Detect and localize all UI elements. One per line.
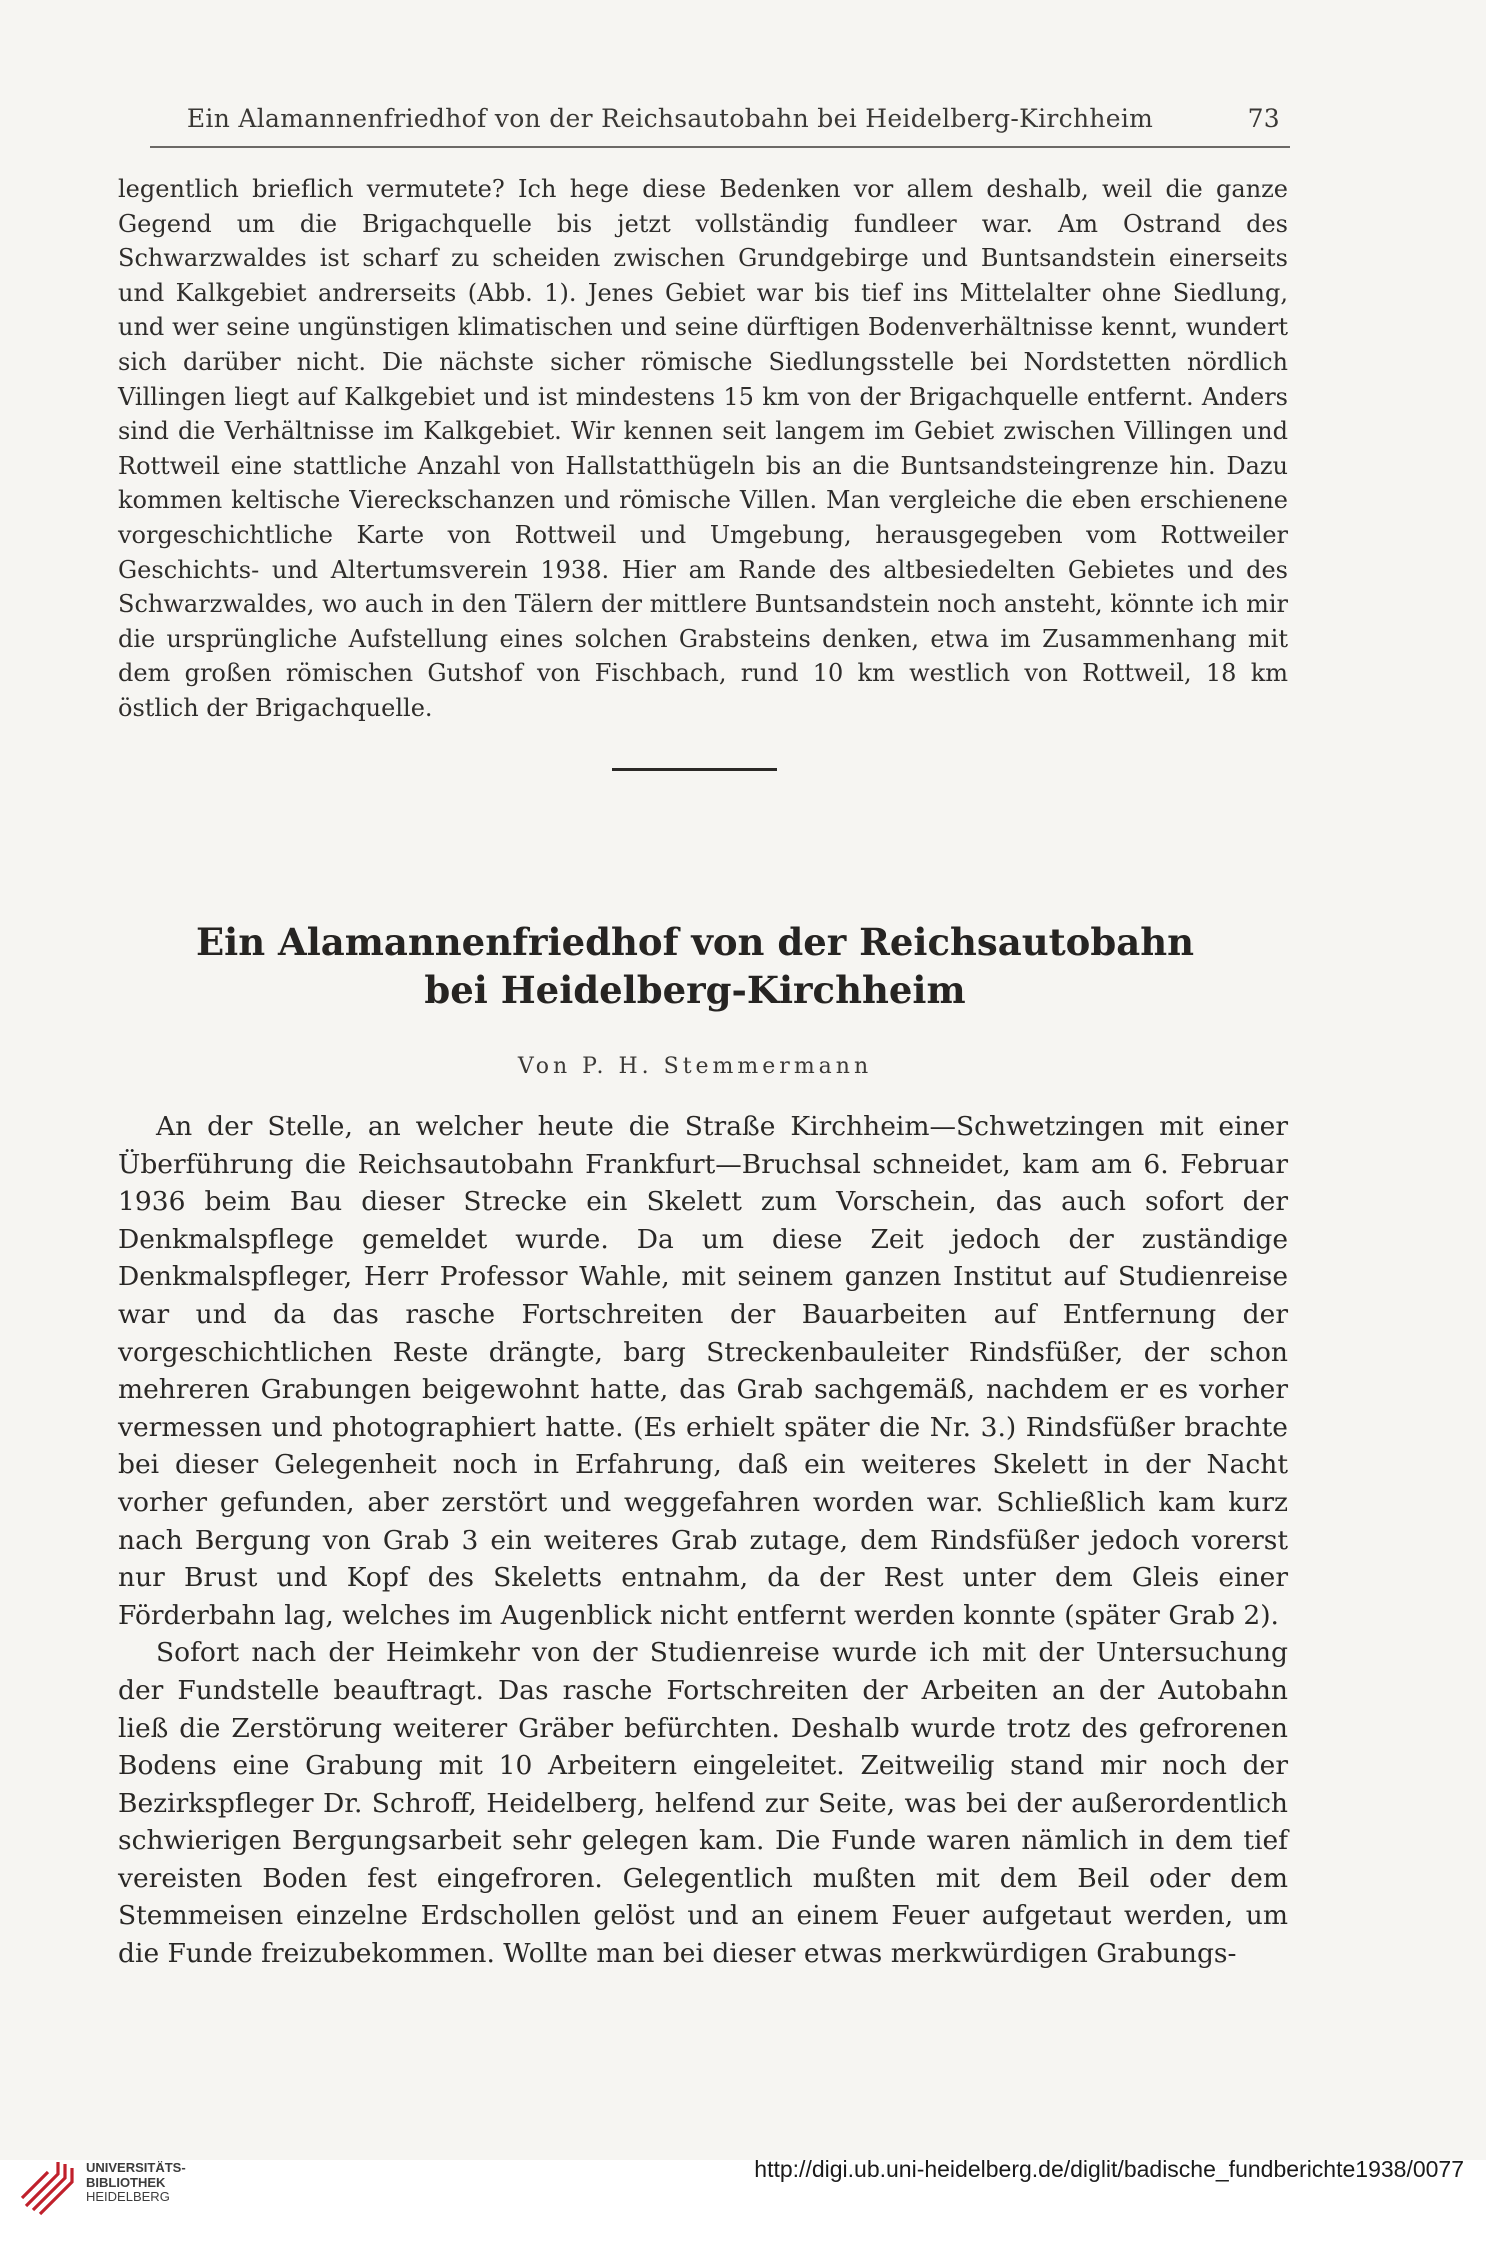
permalink-url[interactable]: http://digi.ub.uni-heidelberg.de/diglit/badische_fundberichte1938/0077 bbox=[754, 2156, 1464, 2182]
logo-line: UNIVERSITÄTS- bbox=[86, 2160, 186, 2175]
article-title-line2: bei Heidelberg-Kirchheim bbox=[424, 968, 966, 1012]
section-divider bbox=[612, 768, 777, 771]
article-author: Von P. H. Stemmermann bbox=[517, 1054, 873, 1079]
paragraph: An der Stelle, an welcher heute die Straße Kirchheim—Schwetzingen mit einer Überführung die Reichsautobahn Frankfurt—Bruchsal schneidet, kam am 6. Februar 1936 beim Bau dieser Strecke ein Skelett zum Vorschein, das auch sofort der Denkmalspflege gemeldet wurde. Da um diese Zeit jedoch der zuständige Denkmalspfleger, Herr Professor Wahle, mit seinem ganzen Institut auf Studienreise war und da das rasche Fortschreiten der Bauarbeiten auf Entfernung der vorgeschichtlichen Reste drängte, barg Streckenbauleiter Rindsfüßer, der schon mehreren Grabungen beigewohnt hatte, das Grab sachgemäß, nachdem er es vorher vermessen und photographiert hatte. (Es erhielt später die Nr. 3.) Rindsfüßer brachte bei dieser Gelegenheit noch in Erfahrung, daß ein weiteres Skelett in der Nacht vorher gefunden, aber zerstört und weggefahren worden war. Schließlich kam kurz nach Bergung von Grab 3 ein weiteres Grab zutage, dem Rindsfüßer jedoch vorerst nur Brust und Kopf des Skeletts entnahm, da der Rest unter dem Gleis einer Förderbahn lag, welches im Augenblick nicht entfernt werden konnte (später Grab 2). bbox=[118, 1111, 1288, 1631]
paragraph: Sofort nach der Heimkehr von der Studienreise wurde ich mit der Untersuchung der Fundstelle beauftragt. Das rasche Fortschreiten der Arbeiten an der Autobahn ließ die Zerstörung weiterer Gräber befürchten. Deshalb wurde trotz des gefrorenen Bodens eine Grabung mit 10 Arbeitern eingeleitet. Zeitweilig stand mir noch der Bezirkspfleger Dr. Schroff, Heidelberg, helfend zur Seite, was bei der außerordentlich schwierigen Bergungsarbeit sehr gelegen kam. Die Funde waren nämlich in dem tief vereisten Boden fest eingefroren. Gelegentlich mußten mit dem Beil oder dem Stemmeisen einzelne Erdschollen gelöst und an einem Feuer aufgetaut werden, um die Funde freizubekommen. Wollte man bei dieser etwas merkwürdigen Grabungs- bbox=[118, 1637, 1288, 1970]
library-logo-icon bbox=[18, 2152, 76, 2216]
article-body bbox=[118, 1108, 1288, 1973]
library-logo-text bbox=[86, 2161, 186, 2205]
previous-article-text: legentlich brieflich vermutete? Ich hege diese Bedenken vor allem deshalb, weil die ganze Gegend um die Brigachquelle bis jetzt vollständig fundleer war. Am Ostrand des Schwarzwaldes ist scharf zu scheiden zwischen Grundgebirge und Buntsandstein einerseits und Kalkgebiet andrerseits (Abb. 1). Jenes Gebiet war bis tief ins Mittelalter ohne Siedlung, und wer seine ungünstigen klimatischen und seine dürftigen Bodenverhältnisse kennt, wundert sich darüber nicht. Die nächste sicher römische Siedlungsstelle bei Nordstetten nördlich Villingen liegt auf Kalkgebiet und ist mindestens 15 km von der Brigachquelle entfernt. Anders sind die Verhältnisse im Kalkgebiet. Wir kennen seit langem im Gebiet zwischen Villingen und Rottweil eine stattliche Anzahl von Hallstatthügeln bis an die Buntsandsteingrenze hin. Dazu kommen keltische Viereckschanzen und römische Villen. Man vergleiche die eben erschienene vorgeschichtliche Karte von Rottweil und Umgebung, herausgegeben vom Rottweiler Geschichts- und Altertumsverein 1938. Hier am Rande des altbesiedelten Gebietes und des Schwarzwaldes, wo auch in den Tälern der mittlere Buntsandstein noch ansteht, könnte ich mir die ursprüngliche Aufstellung eines solchen Grabsteins denken, etwa im Zusammenhang mit dem großen römischen Gutshof von Fischbach, rund 10 km westlich von Rottweil, 18 km östlich der Brigachquelle. bbox=[118, 175, 1288, 722]
header-rule bbox=[150, 146, 1290, 148]
article-title bbox=[90, 918, 1300, 1014]
article-title-line1: Ein Alamannenfriedhof von der Reichsautobahn bbox=[195, 920, 1195, 964]
page-content bbox=[90, 0, 1380, 2160]
logo-line: HEIDELBERG bbox=[86, 2189, 170, 2204]
page-number: 73 bbox=[1247, 104, 1280, 133]
running-head-title: Ein Alamannenfriedhof von der Reichsautobahn bei Heidelberg-Kirchheim bbox=[186, 104, 1154, 133]
logo-line: BIBLIOTHEK bbox=[86, 2174, 166, 2190]
